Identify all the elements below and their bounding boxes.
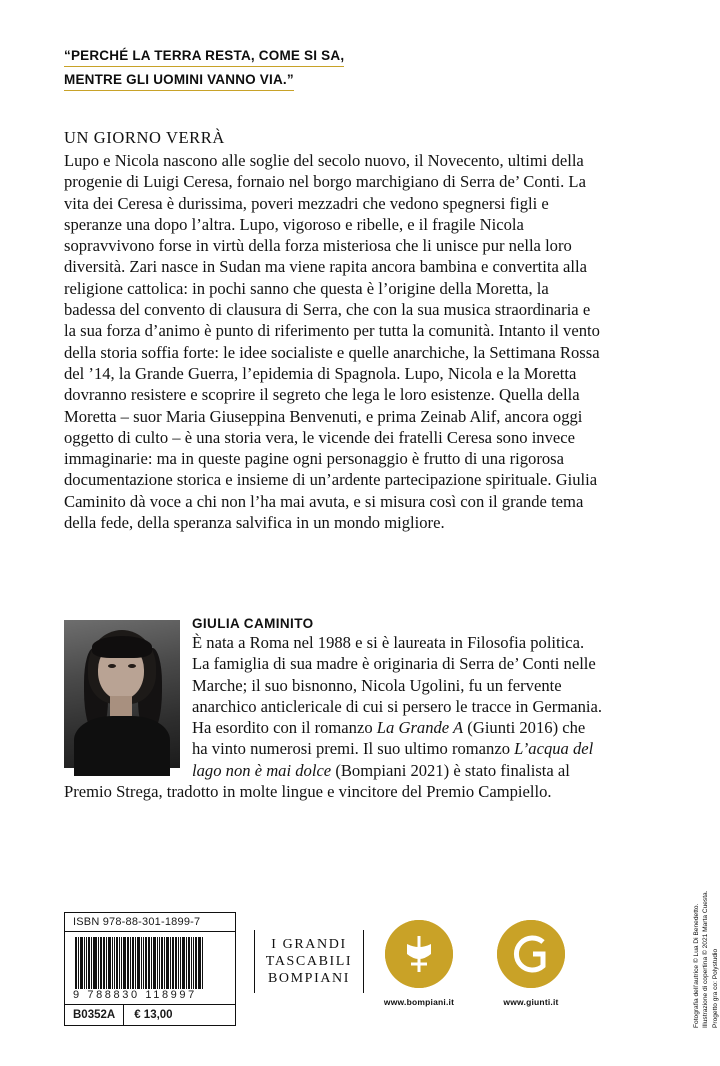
- credits-vertical: [692, 868, 720, 1028]
- imprint-line-2: TASCABILI: [265, 954, 353, 969]
- portrait-body: [74, 716, 170, 776]
- imprint-line-3: BOMPIANI: [267, 971, 351, 986]
- isbn-footer-row: [65, 1005, 235, 1025]
- bompiani-logo-block: [376, 920, 462, 1007]
- author-portrait-photo: [64, 620, 180, 768]
- credit-line-2: Illustrazione di copertina © 2021 Marta Cuesta.: [702, 890, 710, 1028]
- footer-bar: [64, 912, 588, 1030]
- isbn-label: ISBN 978-88-301-1899-7: [65, 913, 235, 932]
- quote-line-2: MENTRE GLI UOMINI VANNO VIA.”: [64, 70, 294, 91]
- product-code: B0352A: [65, 1005, 124, 1025]
- price-label: € 13,00: [134, 1009, 173, 1021]
- imprint-line-1: I GRANDI: [271, 937, 347, 952]
- giunti-logo: [497, 920, 565, 988]
- barcode-graphic: [65, 932, 235, 989]
- isbn-barcode-box: [64, 912, 236, 1026]
- giunti-logo-block: [488, 920, 574, 1007]
- author-bio-part-3: (Bompiani 2021) è stato finalista al Premio Strega, tradotto in molte lingue e vincitore del Premio Campiello.: [64, 760, 570, 802]
- author-name: GIULIA CAMINITO: [192, 616, 314, 631]
- barcode-digits: 9 788830 118997: [65, 989, 235, 1005]
- credit-line-1: Fotografia dell’autrice © Lua Di Benedetto.: [693, 903, 700, 1028]
- author-bio-part-1: È nata a Roma nel 1988 e si è laureata in Filosofia politica. La famiglia di sua madre è originaria di Serra de’ Conti nelle Marche; il suo bisnonno, Nicola Ugolini, fu un fervente anarchico anticlericale di cui si persero le tracce in Germania. Ha esordito con il romanzo: [192, 633, 603, 738]
- author-bio-part-2: (Giunti 2016) che ha vinto numerosi premi. Il suo ultimo romanzo: [192, 718, 586, 759]
- quote-line-1: “PERCHÉ LA TERRA RESTA, COME SI SA,: [64, 46, 344, 67]
- author-book-title-1: La Grande A: [376, 718, 464, 738]
- giunti-url[interactable]: www.giunti.it: [503, 997, 559, 1007]
- author-section: [64, 616, 604, 802]
- cover-quote: [64, 46, 584, 91]
- author-book-title-2: L’acqua del lago non è mai dolce: [192, 739, 594, 780]
- blurb-text: Lupo e Nicola nascono alle soglie del secolo nuovo, il Novecento, ultimi della progenie di Luigi Ceresa, fornaio nel borgo marchigiano di Serra de’ Conti. La vita dei Ceresa è durissima, poveri mezzadri che vedono spegnersi figli e speranze una dopo l’altra. Lupo, vigoroso e ribelle, e il fragile Nicola sopravvivono forse in virtù della forza misteriosa che li unisce pur nella loro diversità. Zari nasce in Sudan ma viene rapita ancora bambina e convertita alla religione cattolica: in pochi sanno che questa è l’origine della Moretta, la badessa del convento di clausura di Serra, che con la sua musica straordinaria e la sua forza d’animo è punto di riferimento per tutta la comunità. Intanto il vento della storia soffia forte: le idee socialiste e quelle anarchiche, la Settimana Rossa del ’14, la Grande Guerra, l’epidemia di Spagnola. Lupo, Nicola e la Moretta dovranno resistere e scoprire il segreto che lega le loro esistenze. Quella della Moretta – suor Maria Giuseppina Benvenuti, e prima Zeinab Alif, ancora oggi oggetto di culto – è una storia vera, le vicende dei fratelli Ceresa sono invece immaginarie: ma in queste pagine ogni personaggio è frutto di una rigorosa documentazione storica e insieme di un’ardente partecipazione spirituale. Giulia Caminito dà voce a chi non l’ha mai avuta, e si misura così con il grande tema della fede, della speranza salvifica in un mondo migliore.: [64, 151, 600, 533]
- portrait-eye-right: [128, 664, 136, 668]
- bompiani-logo: [385, 920, 453, 988]
- book-blurb: [64, 150, 600, 533]
- bompiani-url[interactable]: www.bompiani.it: [383, 997, 455, 1007]
- portrait-fringe: [92, 636, 152, 658]
- book-title: UN GIORNO VERRÀ: [64, 128, 225, 147]
- portrait-eye-left: [108, 664, 116, 668]
- imprint-name: [254, 930, 364, 993]
- credit-line-3: Progetto gra co: Polystudio: [711, 948, 719, 1028]
